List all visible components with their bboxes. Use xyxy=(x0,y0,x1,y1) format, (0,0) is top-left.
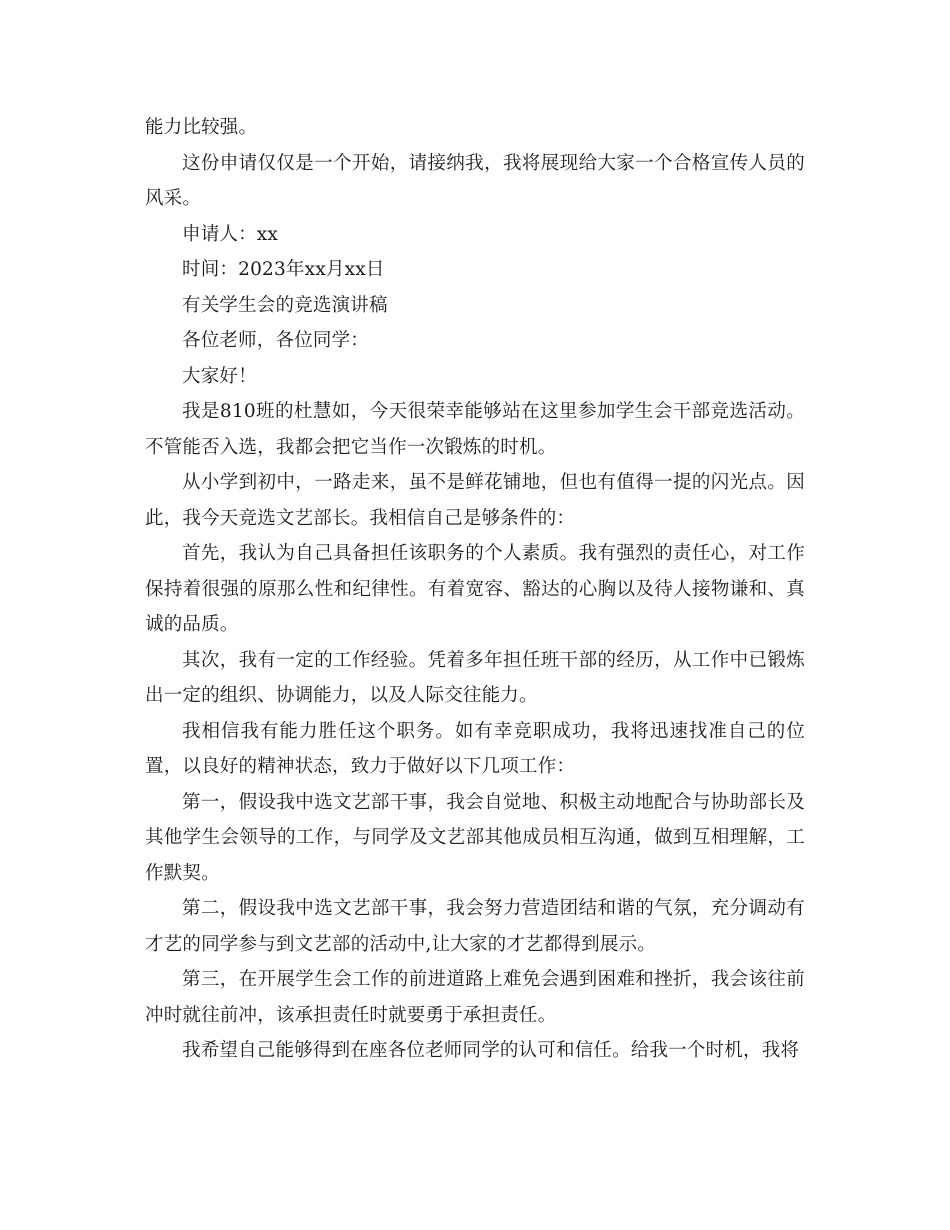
applicant-line: 申请人：xx xyxy=(182,223,279,245)
paragraph-12: 我相信我有能力胜任这个职务。如有幸竞职成功，我将迅速找准自己的位置，以良好的精神状态，致力于做好以下几项工作： xyxy=(145,720,805,777)
paragraph-15: 第三，在开展学生会工作的前进道路上难免会遇到困难和挫折，我会该往前冲时就往前冲，该承担责任时就要勇于承担责任。 xyxy=(145,969,805,1026)
date-line: 时间：2023年xx月xx日 xyxy=(182,259,385,280)
paragraph-2: 这份申请仅仅是一个开始，请接纳我，我将展现给大家一个合格宣传人员的风采。 xyxy=(145,152,805,209)
paragraph-10: 首先，我认为自己具备担任该职务的个人素质。我有强烈的责任心，对工作保持着很强的原那么性和纪律性。有着宽容、豁达的心胸以及待人接物谦和、真诚的品质。 xyxy=(145,543,805,635)
document-body xyxy=(145,110,805,1069)
paragraph-1: 能力比较强。 xyxy=(145,117,258,138)
paragraph-9: 从小学到初中，一路走来，虽不是鲜花铺地，但也有值得一提的闪光点。因此，我今天竞选文艺部长。我相信自己是够条件的： xyxy=(145,472,805,529)
paragraph-11: 其次，我有一定的工作经验。凭着多年担任班干部的经历，从工作中已锻炼出一定的组织、协调能力，以及人际交往能力。 xyxy=(145,649,805,706)
paragraph-8: 我是810班的杜慧如，今天很荣幸能够站在这里参加学生会干部竞选活动。不管能否入选，我都会把它当作一次锻炼的时机。 xyxy=(145,401,805,458)
salutation: 各位老师，各位同学： xyxy=(182,330,370,351)
paragraph-14: 第二，假设我中选文艺部干事，我会努力营造团结和谐的气氛，充分调动有才艺的同学参与到文艺部的活动中,让大家的才艺都得到展示。 xyxy=(145,898,805,955)
paragraph-16: 我希望自己能够得到在座各位老师同学的认可和信任。给我一个时机，我将 xyxy=(182,1040,800,1061)
greeting: 大家好！ xyxy=(182,365,257,387)
paragraph-13: 第一，假设我中选文艺部干事，我会自觉地、积极主动地配合与协助部长及其他学生会领导的工作，与同学及文艺部其他成员相互沟通，做到互相理解，工作默契。 xyxy=(145,791,805,884)
section-title: 有关学生会的竞选演讲稿 xyxy=(182,294,388,316)
